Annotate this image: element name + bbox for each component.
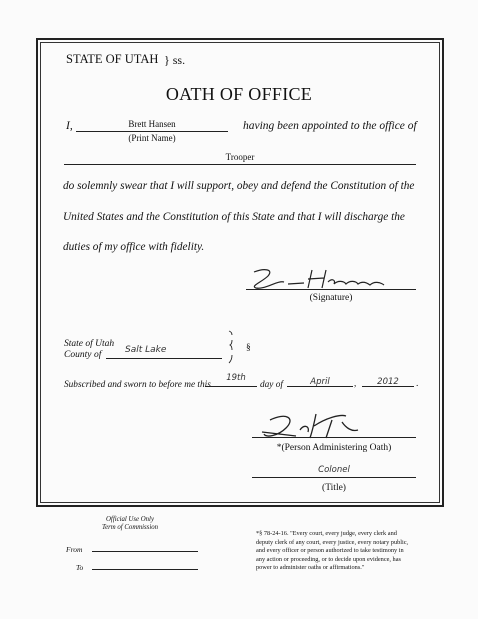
statute-line: *§ 78-24-16. "Every court, every judge, every clerk and [256,530,397,537]
sworn-day-line [205,386,257,387]
ss-mark: } ss. [164,53,186,67]
sworn-day-value: 19th [226,373,246,383]
statute-line: any action or proceeding, or to decide upon evidence, has [256,555,401,563]
signature-line [246,289,416,290]
sworn-comma: , [354,378,357,388]
venue-state-label: State of Utah [64,339,115,349]
oath-text-line-3: duties of my office with fidelity. [63,241,205,253]
sworn-prefix: Subscribed and sworn to before me this [64,380,211,390]
title-caption: (Title) [322,483,346,493]
state-heading: STATE OF UTAH [66,52,159,66]
venue-of-label: of [94,350,102,360]
oath-text-line-2: United States and the Constitution of this State and that I will discharge the [63,211,405,223]
statute-line: deputy clerk of any court, every justice, every notary public, [256,538,409,546]
county-value: Salt Lake [125,345,167,355]
sworn-day-label: day of [260,380,283,390]
print-name-caption: (Print Name) [128,133,176,143]
administrator-caption: *(Person Administering Oath) [276,443,392,453]
section-mark: § [246,343,251,353]
county-line [106,358,222,359]
office-value: Trooper [225,152,255,162]
sworn-month-value: April [310,377,330,387]
statute-line: power to administer oaths or affirmations." [256,564,365,572]
i-label: I, [66,120,73,132]
term-of-commission-heading: Term of Commission [101,524,159,531]
statute-note [256,530,408,573]
statute-line: and every officer or person authorized to take testimony in [256,547,404,555]
sworn-month-line [287,386,353,387]
to-label: To [76,563,84,572]
oath-text-line-1: do solemnly swear that I will support, obey and defend the Constitution of the [63,180,415,192]
document-title: OATH OF OFFICE [165,84,313,104]
title-line [252,477,416,478]
from-label: From [66,545,83,554]
administrator-signature-line [252,437,416,438]
print-name-value: Brett Hansen [128,119,176,129]
official-use-heading: Official Use Only [106,516,154,523]
signature-caption: (Signature) [309,293,353,303]
title-value: Colonel [318,465,350,475]
from-line [92,551,198,552]
appointed-text: having been appointed to the office of [243,120,417,132]
venue-county-label: County [64,350,92,360]
office-line [64,164,416,165]
sworn-period: . [416,379,419,389]
sworn-year-line [362,386,414,387]
venue-brace [226,330,236,364]
sworn-year-value: 2012 [377,377,399,387]
to-line [92,569,198,570]
print-name-line [76,131,228,132]
